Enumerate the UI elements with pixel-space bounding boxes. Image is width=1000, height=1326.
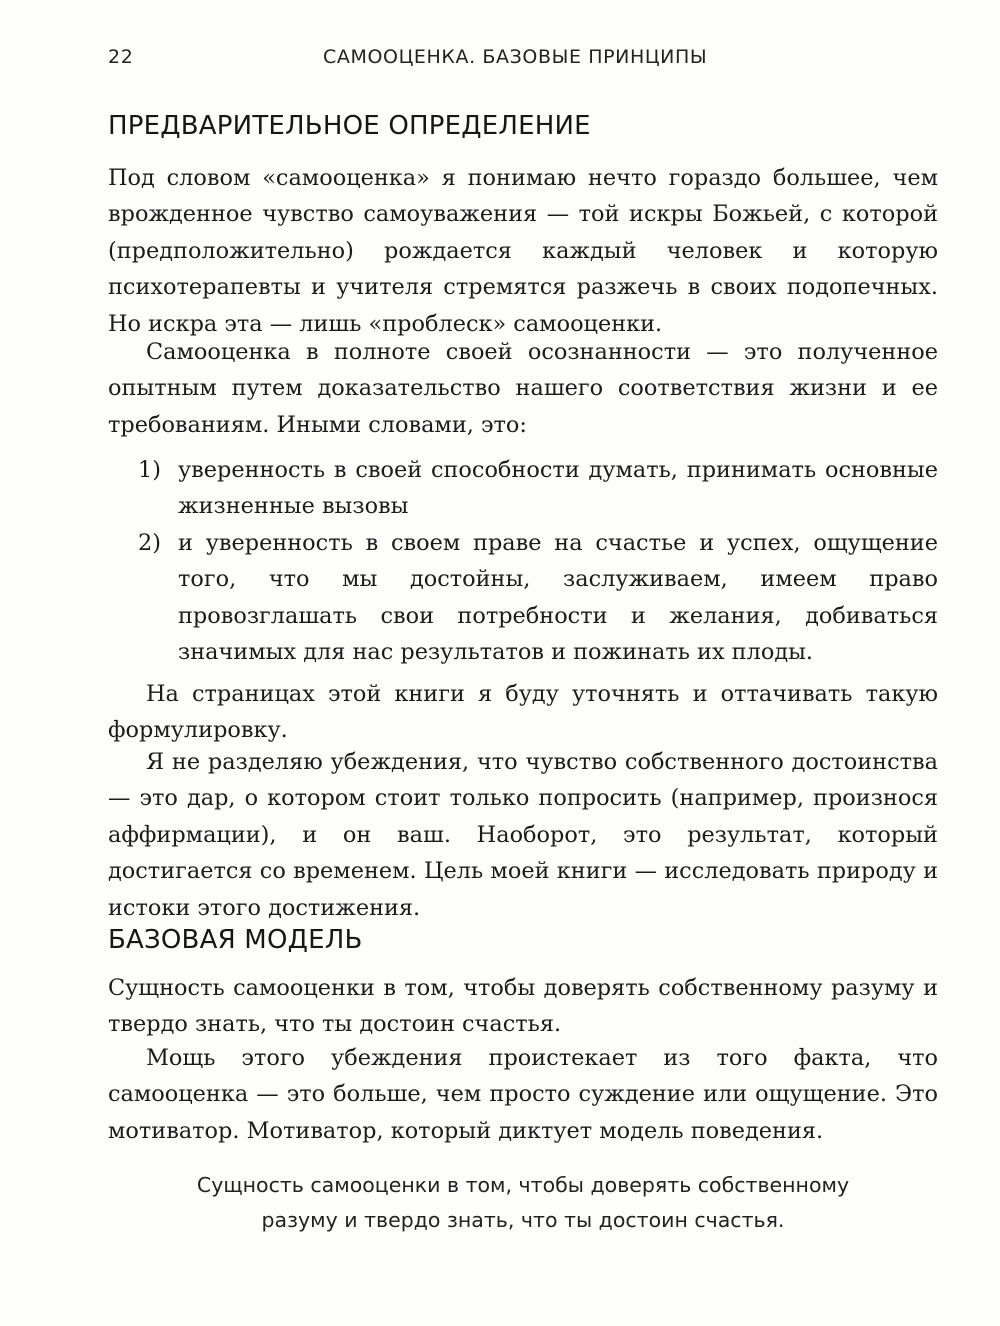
page-number: 22 xyxy=(108,46,134,68)
running-title: САМООЦЕНКА. БАЗОВЫЕ ПРИНЦИПЫ xyxy=(323,46,708,68)
list-item xyxy=(108,525,938,671)
paragraph: На страницах этой книги я буду уточнять и оттачивать такую формулировку. xyxy=(108,681,938,744)
pull-quote-line: разуму и твердо знать, что ты достоин счастья. xyxy=(261,1208,785,1232)
paragraph: Под словом «самооценка» я понимаю нечто гораздо большее, чем врожденное чувство самоуважения — той искры Божьей, с которой (предположительно) рождается каждый человек и которую психотерапевты и учителя стремятся разжечь в своих подопечных. Но искра эта — лишь «проблеск» самооценки. xyxy=(108,165,938,337)
paragraph: Сущность самооценки в том, чтобы доверять собственному разуму и твердо знать, что ты достоин счастья. xyxy=(108,975,938,1038)
section-heading-preliminary-definition: ПРЕДВАРИТЕЛЬНОЕ ОПРЕДЕЛЕНИЕ xyxy=(108,111,591,141)
paragraph: Мощь этого убеждения проистекает из того факта, что самооценка — это больше, чем просто суждение или ощущение. Это мотиватор. Мотиватор, который диктует модель поведения. xyxy=(108,1045,938,1144)
pull-quote-line: Сущность самооценки в том, чтобы доверять собственному xyxy=(196,1173,850,1197)
list-marker: 1) xyxy=(138,457,161,483)
list-item xyxy=(108,452,938,525)
paragraph: Я не разделяю убеждения, что чувство собственного достоинства — это дар, о котором стоит только попросить (например, произнося аффирмации), и он ваш. Наоборот, это результат, который достигается со временем. Цель моей книги — исследовать природу и истоки этого достижения. xyxy=(108,749,938,921)
section-heading-basic-model: БАЗОВАЯ МОДЕЛЬ xyxy=(108,925,363,955)
paragraph: Самооценка в полноте своей осознанности — это полученное опытным путем доказательство нашего соответствия жизни и ее требованиям. Иными словами, это: xyxy=(108,339,938,438)
definition-list xyxy=(108,452,938,670)
list-marker: 2) xyxy=(138,529,161,556)
list-item-text: и уверенность в своем праве на счастье и успех, ощущение того, что мы достойны, заслуживаем, имеем право провозглашать свои потребности и желания, добиваться значимых для нас результатов и пожинать их плоды. xyxy=(178,529,938,666)
list-item-text: уверенность в своей способности думать, принимать основные жизненные вызовы xyxy=(178,457,938,520)
pull-quote xyxy=(150,1168,896,1238)
